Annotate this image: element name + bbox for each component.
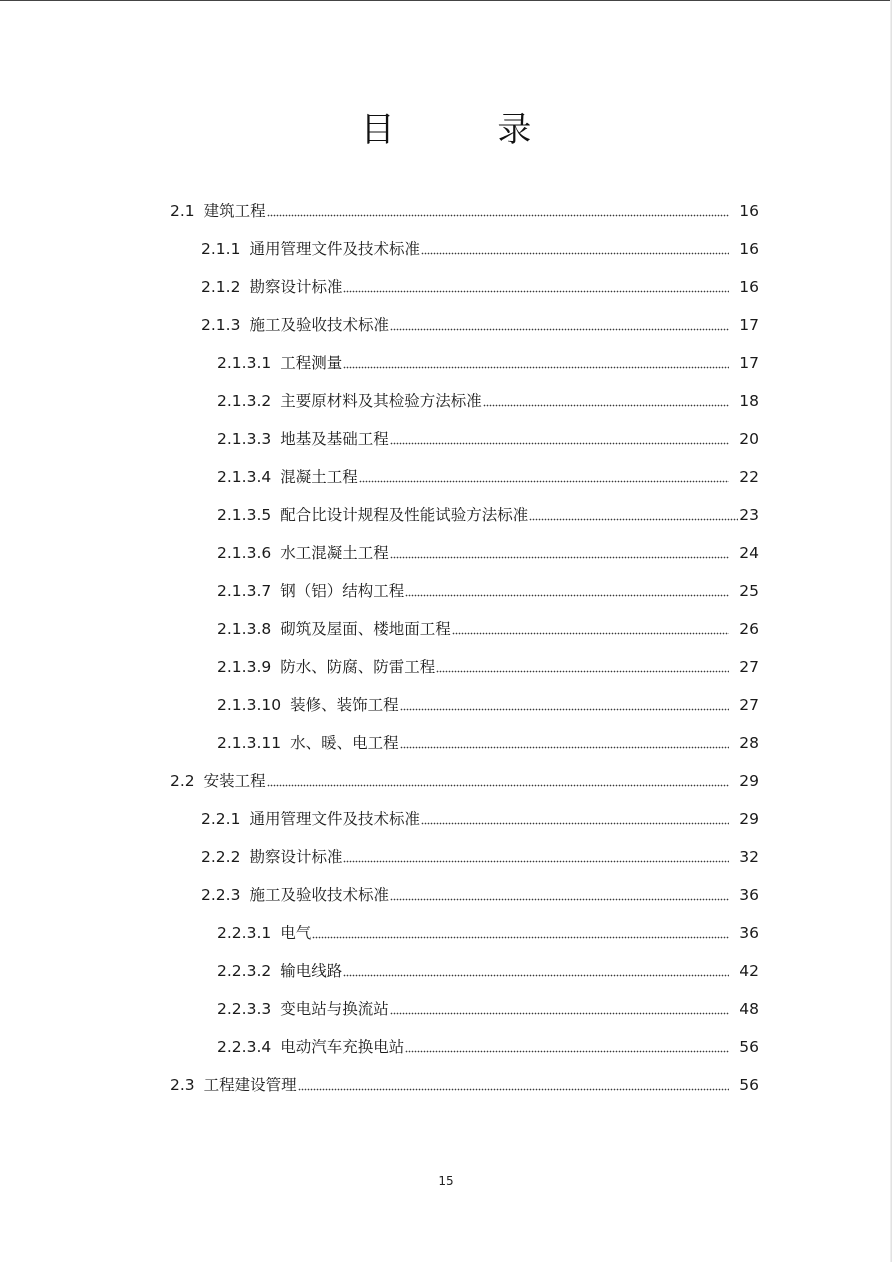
toc-entry-number: 2.1.3.4 <box>217 468 272 486</box>
dot-leader <box>359 458 730 496</box>
toc-entry[interactable] <box>201 876 759 914</box>
toc-entry[interactable] <box>217 496 759 534</box>
toc-entry[interactable] <box>217 952 759 990</box>
toc-entry-title: 电动汽车充换电站 <box>280 1038 405 1056</box>
toc-entry-number: 2.1.3.11 <box>217 734 282 752</box>
toc-entry-title: 输电线路 <box>280 962 343 980</box>
toc-entry-number: 2.1.3.6 <box>217 544 272 562</box>
toc-entry-number: 2.1.3.7 <box>217 582 272 600</box>
toc-entry-title: 通用管理文件及技术标准 <box>249 810 420 828</box>
toc-entry-title: 钢（铝）结构工程 <box>280 582 405 600</box>
toc-entry-page: 28 <box>739 734 759 752</box>
toc-entry[interactable] <box>201 268 759 306</box>
toc-entry-page: 26 <box>739 620 759 638</box>
toc-entry[interactable] <box>217 534 759 572</box>
toc-entry-page: 16 <box>739 240 759 258</box>
toc-entry-page: 20 <box>739 430 759 448</box>
toc-entry-page: 48 <box>739 1000 759 1018</box>
toc-entry-title: 施工及验收技术标准 <box>249 316 389 334</box>
dot-leader <box>343 344 729 382</box>
toc-entry[interactable] <box>217 344 759 382</box>
toc-entry[interactable] <box>217 610 759 648</box>
toc-entry-number: 2.2.3.2 <box>217 962 272 980</box>
toc-entry-title: 勘察设计标准 <box>249 848 343 866</box>
dot-leader <box>483 382 730 420</box>
toc-entry-title: 通用管理文件及技术标准 <box>249 240 420 258</box>
toc-entry-page: 22 <box>739 468 759 486</box>
toc-entry-number: 2.1.3.3 <box>217 430 272 448</box>
toc-entry-number: 2.2.2 <box>201 848 241 866</box>
toc-entry-title: 混凝土工程 <box>280 468 358 486</box>
toc-entry[interactable] <box>217 382 759 420</box>
toc-entry-title: 防水、防腐、防雷工程 <box>280 658 436 676</box>
toc-entry-number: 2.2.3 <box>201 886 241 904</box>
toc-entry-number: 2.2.3.4 <box>217 1038 272 1056</box>
dot-leader <box>343 952 729 990</box>
toc-entry-title: 工程建设管理 <box>203 1076 297 1094</box>
toc-entry-number: 2.3 <box>170 1076 195 1094</box>
toc-entry[interactable] <box>217 914 759 952</box>
dot-leader <box>421 230 729 268</box>
toc-entry-number: 2.2 <box>170 772 195 790</box>
toc-entry-number: 2.2.3.1 <box>217 924 272 942</box>
toc-entry[interactable] <box>217 990 759 1028</box>
page-number: 15 <box>438 1174 454 1188</box>
dot-leader <box>390 876 729 914</box>
toc-entry-number: 2.1.3.9 <box>217 658 272 676</box>
toc-entry-number: 2.1.3.5 <box>217 506 272 524</box>
toc-entry-number: 2.1 <box>170 202 195 220</box>
toc-entry-page: 27 <box>739 696 759 714</box>
toc-entry-number: 2.1.3.2 <box>217 392 272 410</box>
toc-entry[interactable] <box>217 686 759 724</box>
toc-entry-title: 地基及基础工程 <box>280 430 389 448</box>
toc-entry-page: 29 <box>739 772 759 790</box>
toc-entry-page: 24 <box>739 544 759 562</box>
toc-entry-title: 施工及验收技术标准 <box>249 886 389 904</box>
toc-entry-number: 2.1.1 <box>201 240 241 258</box>
toc-entry-title: 建筑工程 <box>203 202 266 220</box>
toc-entry-number: 2.1.3.1 <box>217 354 272 372</box>
toc-entry-number: 2.2.1 <box>201 810 241 828</box>
dot-leader <box>343 838 729 876</box>
toc-title: 目 录 <box>360 110 578 150</box>
toc-entry[interactable] <box>201 230 759 268</box>
toc-entry-title: 砌筑及屋面、楼地面工程 <box>280 620 451 638</box>
dot-leader <box>405 1028 729 1066</box>
toc-entry[interactable] <box>217 648 759 686</box>
dot-leader <box>436 648 729 686</box>
toc-entry[interactable] <box>170 1066 759 1104</box>
toc-entry-number: 2.1.2 <box>201 278 241 296</box>
dot-leader <box>390 534 730 572</box>
toc-entry-number: 2.1.3.8 <box>217 620 272 638</box>
toc-entry[interactable] <box>217 1028 759 1066</box>
toc-entry[interactable] <box>217 572 759 610</box>
toc-entry-title: 主要原材料及其检验方法标准 <box>280 392 482 410</box>
dot-leader <box>267 762 730 800</box>
toc-entry-title: 安装工程 <box>203 772 266 790</box>
dot-leader <box>298 1066 730 1104</box>
toc-entry-title: 水、暖、电工程 <box>290 734 399 752</box>
toc-entry[interactable] <box>201 800 759 838</box>
toc-entry-page: 27 <box>739 658 759 676</box>
toc-entry-page: 36 <box>739 886 759 904</box>
dot-leader <box>390 306 729 344</box>
toc-entry[interactable] <box>217 420 759 458</box>
toc-entry-page: 16 <box>739 278 759 296</box>
toc-entry-title: 勘察设计标准 <box>249 278 343 296</box>
toc-entry-page: 56 <box>739 1076 759 1094</box>
toc-entry-page: 17 <box>739 354 759 372</box>
dot-leader <box>390 420 730 458</box>
toc-entry[interactable] <box>170 762 759 800</box>
toc-entry-page: 36 <box>739 924 759 942</box>
toc-entry-page: 25 <box>739 582 759 600</box>
toc-entry-page: 29 <box>739 810 759 828</box>
toc-entry-page: 42 <box>739 962 759 980</box>
toc-entry-title: 配合比设计规程及性能试验方法标准 <box>280 506 529 524</box>
toc-entry-page: 17 <box>739 316 759 334</box>
toc-entry-number: 2.2.3.3 <box>217 1000 272 1018</box>
toc-entry-page: 18 <box>739 392 759 410</box>
toc-entry-title: 变电站与换流站 <box>280 1000 389 1018</box>
toc-entry-title: 工程测量 <box>280 354 343 372</box>
toc-entry-page: 56 <box>739 1038 759 1056</box>
toc-entry-page: 23 <box>739 506 759 524</box>
dot-leader <box>529 496 738 534</box>
dot-leader <box>400 724 730 762</box>
dot-leader <box>267 192 730 230</box>
dot-leader <box>452 610 730 648</box>
dot-leader <box>390 990 730 1028</box>
toc-entry-number: 2.1.3 <box>201 316 241 334</box>
toc-entry-number: 2.1.3.10 <box>217 696 282 714</box>
toc-entry-title: 水工混凝土工程 <box>280 544 389 562</box>
toc-entry-title: 装修、装饰工程 <box>290 696 399 714</box>
top-border-line <box>0 0 892 1</box>
dot-leader <box>405 572 729 610</box>
toc-entry-title: 电气 <box>280 924 312 942</box>
toc-entry-page: 16 <box>739 202 759 220</box>
dot-leader <box>343 268 729 306</box>
dot-leader <box>400 686 730 724</box>
toc-entry-page: 32 <box>739 848 759 866</box>
dot-leader <box>421 800 729 838</box>
toc-entry[interactable] <box>201 306 759 344</box>
toc-entry[interactable] <box>201 838 759 876</box>
dot-leader <box>312 914 729 952</box>
toc-entry[interactable] <box>217 724 759 762</box>
toc-entry[interactable] <box>170 192 759 230</box>
toc-entry[interactable] <box>217 458 759 496</box>
